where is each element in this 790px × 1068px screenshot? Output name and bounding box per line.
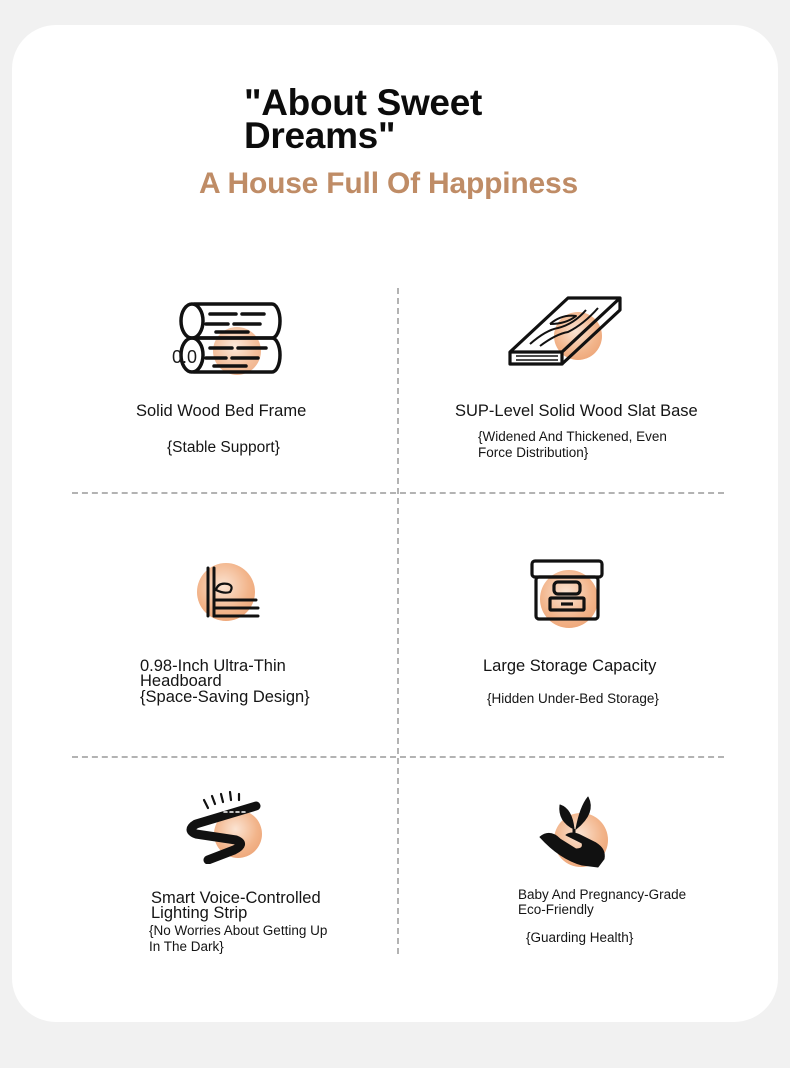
headboard-icon — [204, 564, 262, 620]
feature-title: Large Storage Capacity — [483, 657, 657, 675]
vertical-divider — [397, 288, 399, 954]
page-subtitle: A House Full Of Happiness — [199, 167, 578, 200]
wood-plank-icon — [506, 294, 624, 368]
stray-text: 0.0 — [172, 347, 198, 367]
page-title: "About Sweet Dreams" — [244, 82, 483, 156]
feature-title: 0.98-Inch Ultra-Thin Headboard — [140, 657, 286, 690]
feature-title: SUP-Level Solid Wood Slat Base — [455, 402, 698, 420]
feature-title: Baby And Pregnancy-Grade Eco-Friendly — [518, 887, 687, 917]
feature-subtitle: {Guarding Health} — [526, 930, 634, 945]
feature-title: Smart Voice-Controlled Lighting Strip — [151, 889, 321, 922]
horizontal-divider — [72, 492, 724, 494]
feature-subtitle: {No Worries About Getting Up In The Dark} — [149, 923, 328, 954]
feature-subtitle: {Stable Support} — [167, 439, 280, 456]
feature-subtitle: {Space-Saving Design} — [140, 688, 310, 706]
light-strip-icon — [184, 790, 266, 864]
feature-title: Solid Wood Bed Frame — [136, 402, 307, 420]
feature-subtitle: {Widened And Thickened, Even Force Distribution} — [478, 429, 667, 460]
feature-subtitle: {Hidden Under-Bed Storage} — [487, 691, 659, 706]
storage-box-icon — [530, 559, 606, 625]
hand-leaf-icon — [536, 793, 612, 869]
horizontal-divider — [72, 756, 724, 758]
